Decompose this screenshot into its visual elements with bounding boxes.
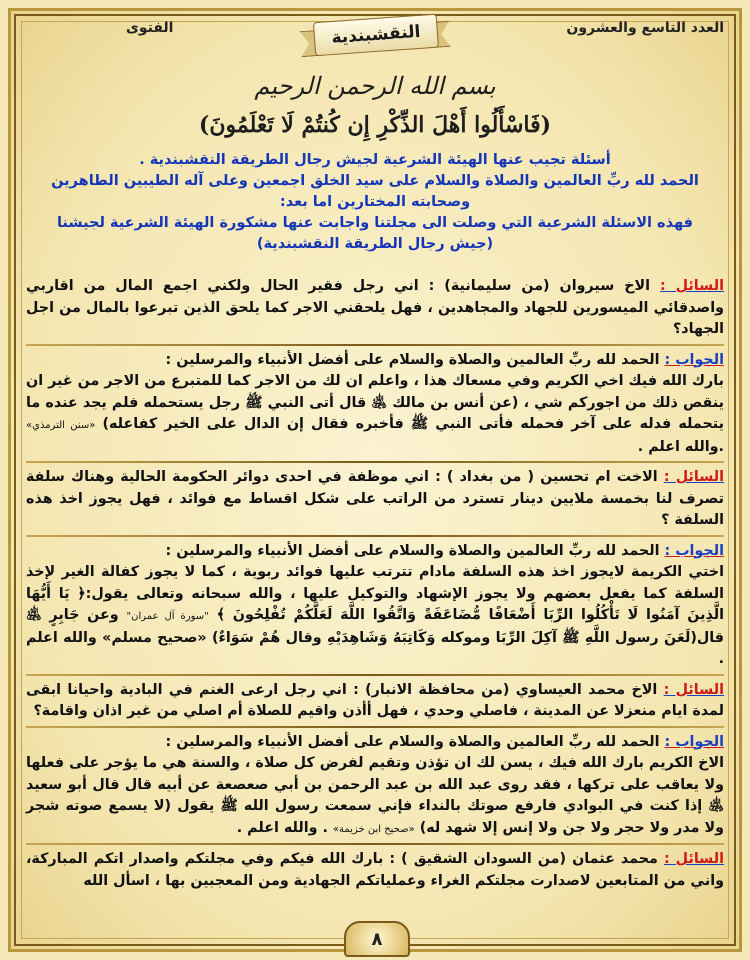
intro-line-1: أسئلة تجيب عنها الهيئة الشرعية لجيش رجال الطريقة النقشبندية . (139, 152, 611, 168)
divider (26, 726, 724, 728)
question-label: السائل : (663, 681, 724, 698)
answer-1 (26, 350, 724, 459)
answer-source: "سورة آل عمران" (126, 611, 209, 622)
answer-label: الجواب : (664, 733, 724, 750)
question-label: السائل : (663, 851, 725, 867)
bismillah-calligraphy: بسم الله الرحمن الرحيم (254, 72, 496, 100)
divider (26, 843, 724, 845)
answer-source: «صحيح ابن خزيمة» (332, 823, 415, 835)
ayah-calligraphy: (فَاسْأَلُوا أَهْلَ الذِّكْرِ إِن كُنتُمْ لَا تَعْلَمُونَ) (198, 112, 552, 138)
divider (26, 674, 724, 676)
divider (26, 344, 724, 346)
answer-closing: . والله اعلم . (236, 819, 328, 836)
answer-label: الجواب : (664, 542, 724, 559)
answer-label: الجواب : (664, 351, 724, 368)
divider (26, 535, 724, 537)
question-label: السائل : (660, 278, 724, 294)
page-number: ٨ (344, 921, 410, 957)
qa-content (26, 276, 724, 895)
answer-2 (26, 541, 724, 671)
question-text: الاخت ام تحسين ( من بغداد ) : اني موظفة في احدى دوائر الحكومة الحالية وهناك سلفة تصرف لنا بخمسة ملايين دينار تسترد من الراتب على شكل اقساط مع فوائد ، فهل يجوز اخذ هذه السلفة ؟ (26, 469, 724, 528)
answer-closing: وعن جَابِرٍ ﵁ قال(لَعَنَ رسول اللَّهِ ﷺ آكِلَ الرِّبَا وموكله وَكَاتِبَهُ وَشَاهِدَيْهِ وقال هُمْ سَوَاءٌ) «صحيح مسلم» والله اعلم . (26, 607, 724, 667)
answer-source: «سنن الترمذي» (26, 420, 96, 431)
answer-3 (26, 732, 724, 841)
question-label: السائل : (663, 469, 725, 485)
intro-block (40, 150, 710, 255)
question-text: الاخ سيروان (من سليمانية) : اني رجل فقير الحال ولكني اجمع المال من اقاربي واصدقائي الميسورين للجهاد والمجاهدين ، فهل يلحقني الاجر كما يلحق الذين تبرعوا بالمال من اجل الجهاد؟ (26, 278, 724, 337)
answer-opening: الحمد لله ربِّ العالمين والصلاة والسلام على أفضل الأنبياء والمرسلين : (165, 351, 660, 368)
question-4 (26, 849, 724, 892)
answer-body: الاخ الكريم بارك الله فيك ، يسن لك ان تؤذن وتقيم لفرض كل صلاة ، والسنة هي ما يؤجر على فعلها ولا يعاقب على تركها ، فقد روى عبد الله بن عبد الرحمن بن أبي صعصعة عن أبيه قال قال أبو سعيد ﵁ إذا كنت في البوادي فارفع صوتك بالنداء فإني سمعت رسول الله ﷺ يقول (لا يسمع صوته شجر ولا مدر ولا حجر ولا جن ولا إنس إلا شهد له) (26, 755, 724, 836)
issue-label: العدد التاسع والعشرون (566, 20, 724, 36)
intro-line-3: فهذه الاسئلة الشرعية التي وصلت الى مجلتنا واجابت عنها مشكورة الهيئة الشرعية لجيشنا (جيش رجال الطريقة النقشبندية) (56, 215, 694, 252)
answer-closing: .والله اعلم . (637, 438, 724, 455)
answer-body: بارك الله فيك اخي الكريم وفي مسعاك هذا ، واعلم ان لك من الاجر كما للمتبرع من الاجر من غير ان ينقص ذلك من اجوركم شي ، (عن أنس بن مالك ﵁ قال أتى النبي ﷺ رجل يستحمله فلم يجد عنده ما يتحمله فدله على آخر فحمله فأتى النبي ﷺ فأخبره فقال إن الدال على الخير كفاعله) (26, 373, 724, 432)
question-3 (26, 680, 724, 723)
ribbon-title: النقشبندية (313, 14, 439, 57)
intro-line-2: الحمد لله ربِّ العالمين والصلاة والسلام على سيد الخلق اجمعين وعلى آله الطيبين الطاهرين وصحابته المختارين اما بعد: (51, 173, 699, 210)
answer-body: اختي الكريمة لايجوز اخذ هذه السلفة مادام تترتب عليها فوائد ربوية ، كما لا يجوز كفالة الغير لإخذ السلفة كما يفعل بعضهم ولا يجوز الإشهاد والتوكيل عليها ، والله سبحانه وتعالى يقول:﴿ يَا أَيُّهَا الَّذِينَ آمَنُوا لَا تَأْكُلُوا الرِّبَا أَضْعَافًا مُّضَاعَفَةً وَاتَّقُوا اللَّهَ لَعَلَّكُمْ تُفْلِحُونَ ﴾ (26, 564, 725, 623)
question-text: محمد عثمان (من السودان الشقيق ) : بارك الله فيكم وفي مجلتكم واصدار اتكم المباركة، واني من المتابعين لاصدارت مجلتكم الغراء وعملياتكم الجهادية ومن المعجبين بها ، اسأل الله (26, 851, 724, 889)
section-label: الفتوى (126, 20, 174, 36)
answer-opening: الحمد لله ربِّ العالمين والصلاة والسلام على أفضل الأنبياء والمرسلين : (165, 542, 660, 559)
answer-opening: الحمد لله ربِّ العالمين والصلاة والسلام على أفضل الأنبياء والمرسلين : (165, 733, 660, 750)
question-text: الاخ محمد العيساوي (من محافظة الانبار) : اني رجل ارعى الغنم في البادية واحيانا ابقى لمدة ايام منعزلا عن المدينة ، فاصلي وحدي ، فهل أأذن واقيم للصلاة أم اصلي من غير اذان واقامة؟ (26, 681, 724, 719)
question-2 (26, 467, 724, 532)
question-1 (26, 276, 724, 341)
divider (26, 461, 724, 463)
